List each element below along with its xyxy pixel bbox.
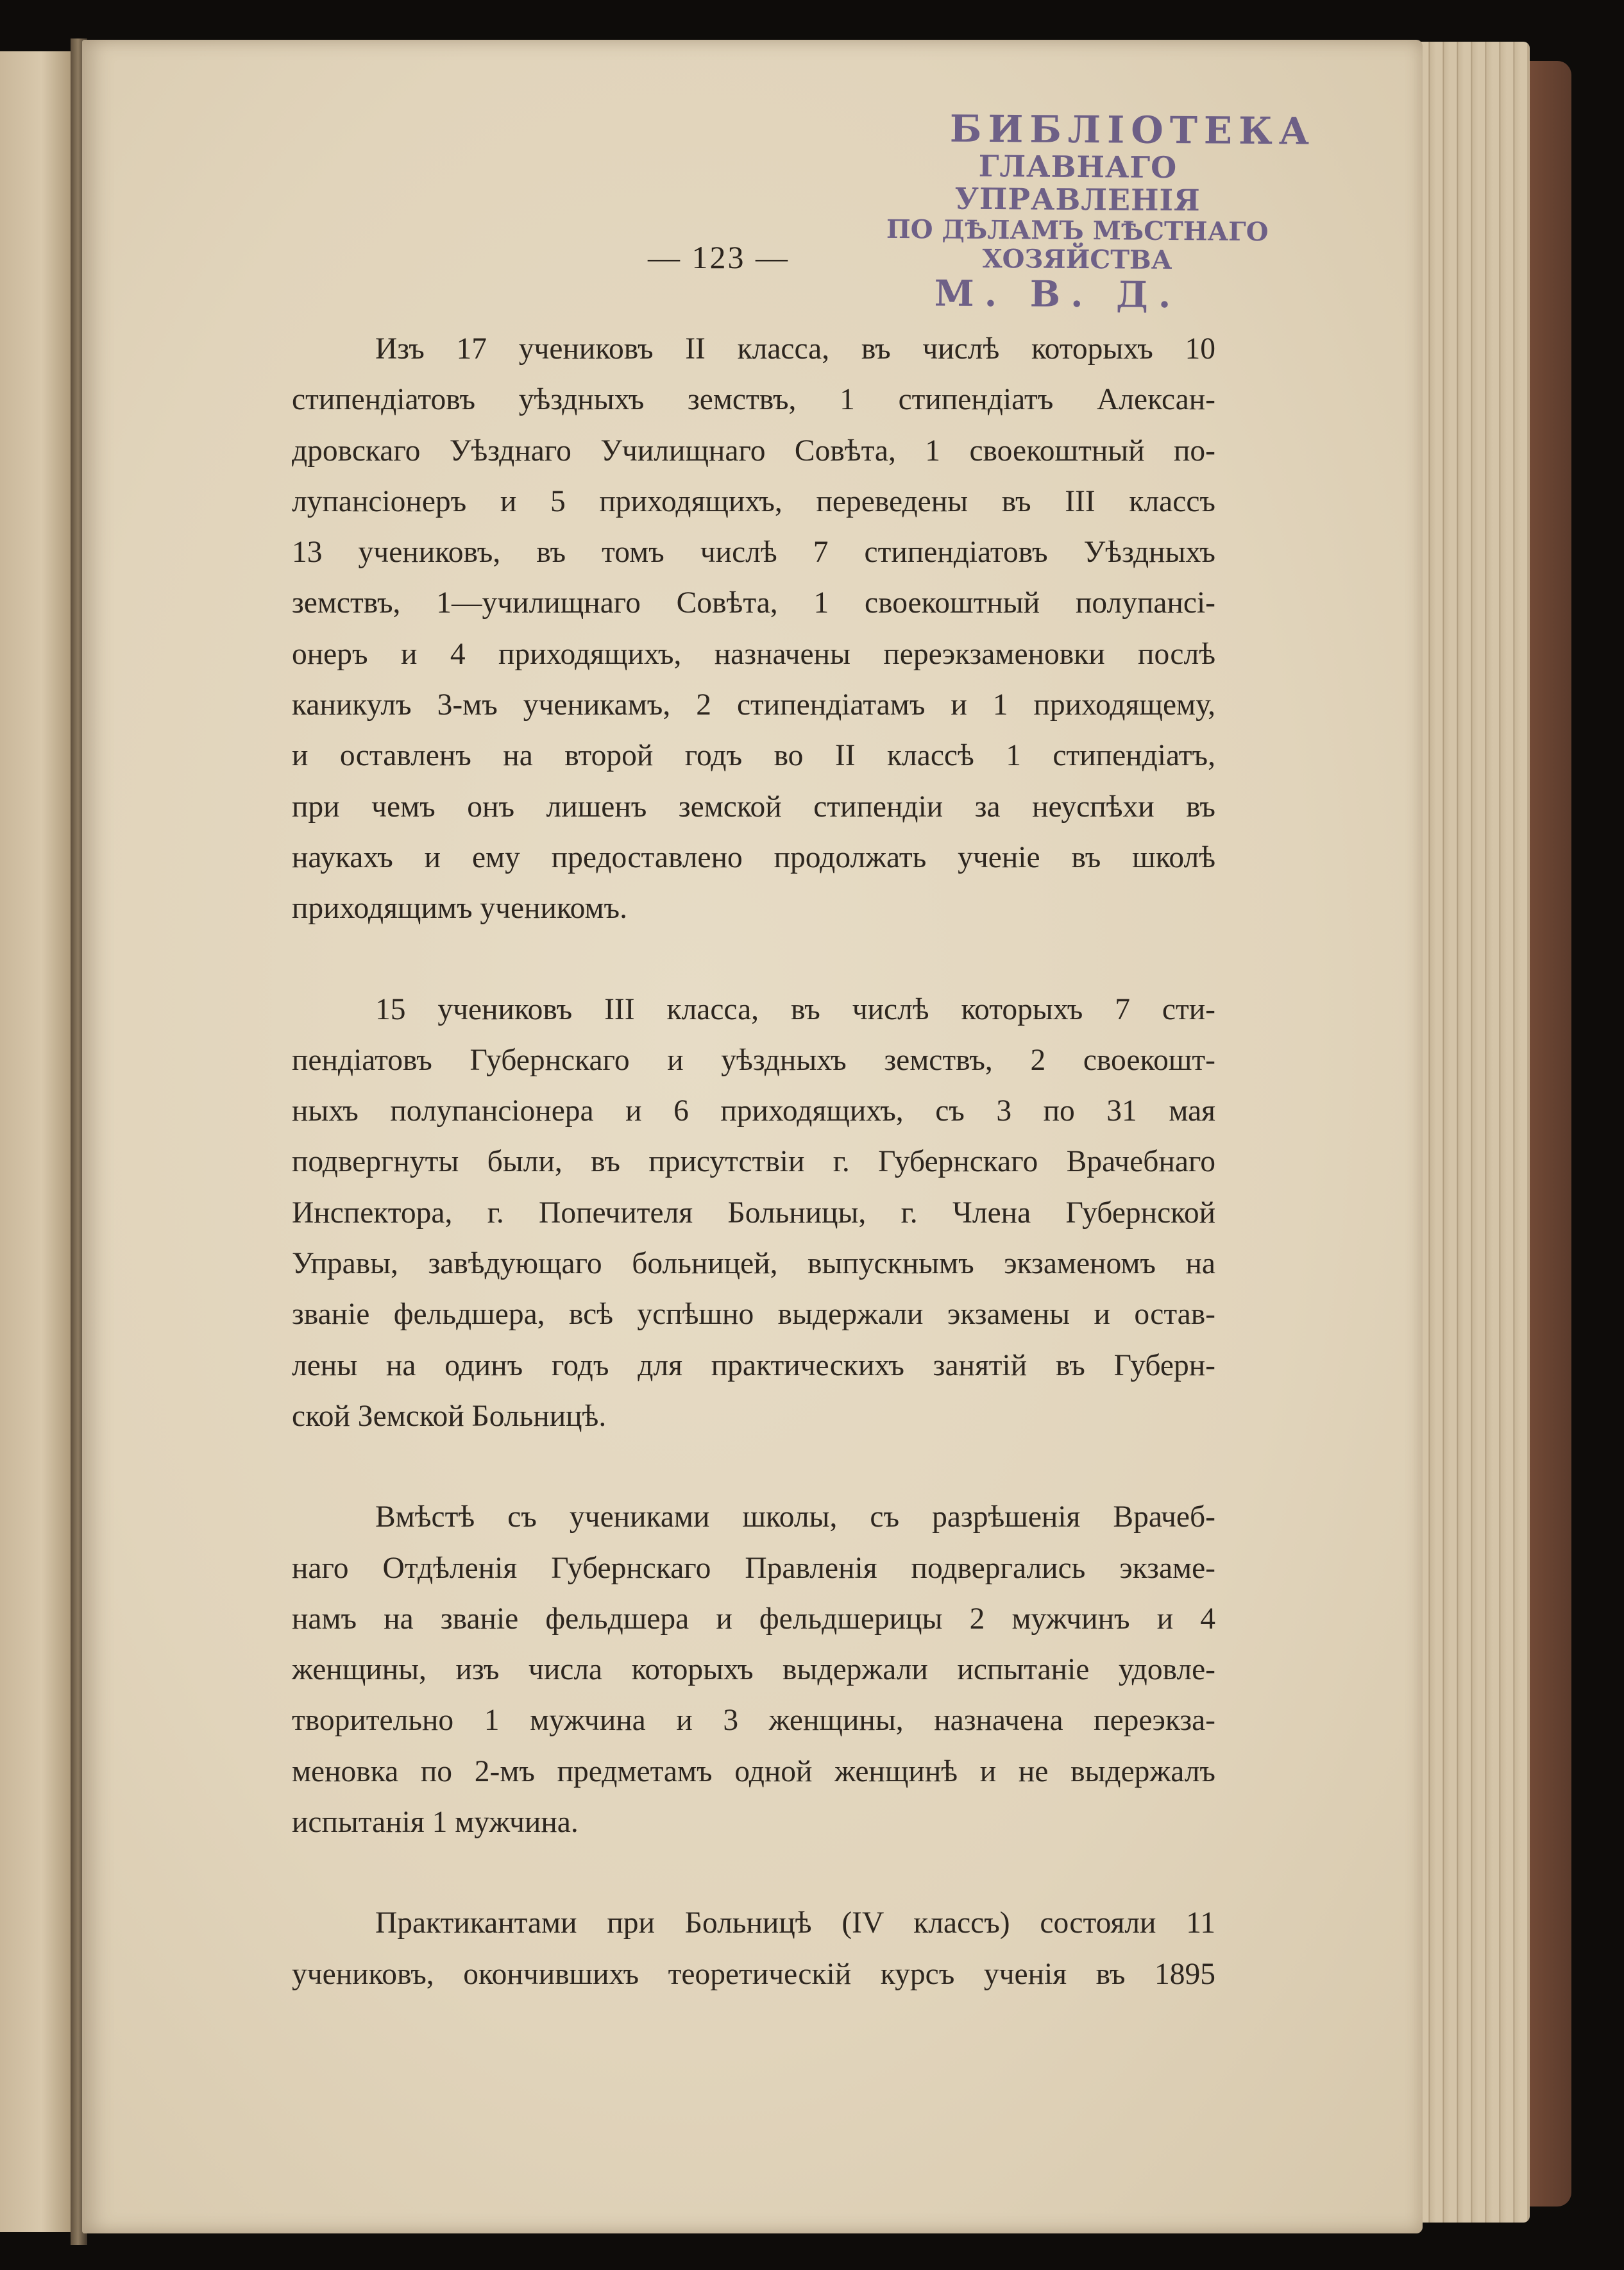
text-line: земствъ, 1—училищнаго Совѣта, 1 своекоштный полупансі- [292,586,1215,620]
facing-page-edge [0,51,76,2232]
text-line: творительно 1 мужчина и 3 женщины, назначена переэкза- [292,1704,1215,1738]
text-line: наукахъ и ему предоставлено продолжать ученіе въ школѣ [292,840,1215,874]
paragraph [292,324,1215,935]
paragraph-gap [292,935,1215,985]
text-line: при чемъ онъ лишенъ земской стипендіи за неуспѣхи въ [292,790,1215,824]
text-line: Изъ 17 учениковъ II класса, въ числѣ которыхъ 10 [375,332,1215,366]
page-stack-edge [1408,42,1530,2223]
text-line: лены на одинъ годъ для практическихъ занятій въ Губерн- [292,1348,1215,1382]
text-line: ской Земской Больницѣ. [292,1399,607,1433]
text-line: подвергнуты были, въ присутствіи г. Губернскаго Врачебнаго [292,1145,1215,1179]
text-line: меновка по 2-мъ предметамъ одной женщинѣ и не выдержалъ [292,1754,1215,1788]
text-line: лупансіонеръ и 5 приходящихъ, переведены въ III классъ [292,484,1215,518]
text-line: пендіатовъ Губернскаго и уѣздныхъ земствъ, 2 своекошт- [292,1043,1215,1077]
stamp-line: ПО ДѢЛАМЪ МѢСТНАГО ХОЗЯЙСТВА [886,214,1269,275]
paragraph-gap [292,1848,1215,1898]
paragraph [292,1492,1215,1848]
text-line: испытанія 1 мужчина. [292,1806,579,1840]
text-line: онеръ и 4 приходящихъ, назначены переэкзаменовки послѣ [292,637,1215,671]
text-line: Практикантами при Больницѣ (IV классъ) состояли 11 [375,1906,1215,1940]
library-stamp [872,106,1316,316]
text-line: каникулъ 3-мъ ученикамъ, 2 стипендіатамъ и 1 приходящему, [292,688,1215,722]
text-line: Инспектора, г. Попечителя Больницы, г. Члена Губернской [292,1196,1215,1230]
paragraph [292,1898,1215,2000]
text-line: стипендіатовъ уѣздныхъ земствъ, 1 стипендіатъ Алексан- [292,383,1215,417]
text-line: Управы, завѣдующаго больницей, выпускнымъ экзаменомъ на [292,1247,1215,1281]
text-line: дровскаго Уѣзднаго Училищнаго Совѣта, 1 своекоштный по- [292,434,1215,468]
text-line: наго Отдѣленія Губернскаго Правленія подвергались экзаме- [292,1551,1215,1585]
text-line: 15 учениковъ III класса, въ числѣ которыхъ 7 сти- [375,992,1215,1026]
text-line: учениковъ, окончившихъ теоретическій курсъ ученія въ 1895 [292,1957,1215,1991]
paragraph-gap [292,1442,1215,1492]
text-line: женщины, изъ числа которыхъ выдержали испытаніе удовле- [292,1653,1215,1687]
page-number: — 123 — [648,239,790,275]
body-text [292,324,1215,2000]
text-line: и оставленъ на второй годъ во II классѣ 1 стипендіатъ, [292,739,1215,773]
text-line: приходящимъ ученикомъ. [292,892,627,926]
text-line: званіе фельдшера, всѣ успѣшно выдержали экзамены и остав- [292,1298,1215,1332]
text-line: 13 учениковъ, въ томъ числѣ 7 стипендіатовъ Уѣздныхъ [292,536,1215,570]
text-line: Вмѣстѣ съ учениками школы, съ разрѣшенія Врачеб- [375,1500,1215,1534]
stamp-line: БИБЛІОТЕКА [949,106,1316,153]
paragraph [292,985,1215,1443]
text-line: намъ на званіе фельдшера и фельдшерицы 2 мужчинъ и 4 [292,1602,1215,1636]
stamp-line: М. В. Д. [934,272,1181,316]
stamp-line: ГЛАВНАГО УПРАВЛЕНІЯ [954,148,1201,218]
text-line: ныхъ полупансіонера и 6 приходящихъ, съ 3 по 31 мая [292,1094,1215,1128]
